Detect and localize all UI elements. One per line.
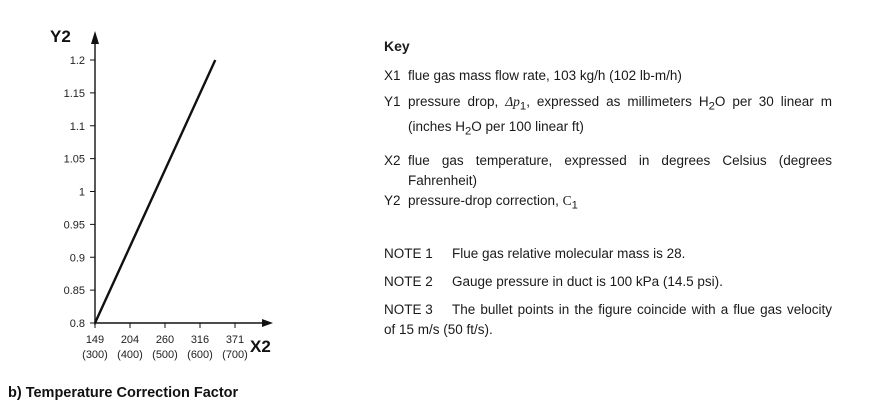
- y1-sub2: 2: [465, 125, 472, 138]
- key-entry-x2: [384, 151, 832, 191]
- x-tick-label: 371: [225, 334, 245, 346]
- y1-symbol: Δp: [505, 94, 520, 109]
- y2-symbol-sub: 1: [571, 200, 578, 213]
- note-1-label: NOTE 1: [384, 246, 433, 262]
- x-tick-label: 260: [155, 334, 175, 346]
- key-code-x2: X2: [384, 153, 401, 169]
- key-panel: [384, 36, 832, 348]
- y1-post1: O per 30 linear m (inches H: [408, 94, 833, 134]
- y1-symbol-sub: 1: [519, 100, 527, 113]
- x-tick-label: 204: [120, 334, 140, 346]
- note-3-label: NOTE 3: [384, 302, 433, 318]
- x-tick-sub-label: (600): [187, 349, 213, 361]
- x-axis-arrow: [262, 319, 273, 327]
- note-2: [384, 272, 832, 292]
- x-tick-sub-label: (300): [82, 349, 108, 361]
- key-desc-y2: [408, 191, 832, 216]
- key-desc-x1: flue gas mass flow rate, 103 kg/h (102 lb-m/h): [408, 68, 682, 83]
- y-tick-label: 1.05: [63, 153, 85, 166]
- y-tick-label: 0.9: [69, 252, 85, 265]
- note-3-text: The bullet points in the figure coincide with a flue gas velocity of 15 m/s (50 ft/s).: [384, 302, 832, 338]
- y1-post2: O per 100 linear ft): [471, 118, 584, 134]
- y-tick-label: 0.95: [63, 219, 85, 232]
- correction-line: [95, 60, 215, 323]
- note-3: [384, 300, 832, 340]
- key-desc-x2: flue gas temperature, expressed in degrees Celsius (degrees Fahrenheit): [408, 153, 832, 189]
- y-tick-label: 0.8: [69, 318, 85, 330]
- key-code-y2: Y2: [384, 193, 401, 209]
- key-title: Key: [384, 38, 410, 54]
- y1-sub1: 2: [708, 100, 715, 113]
- key-desc-y1: [408, 92, 832, 141]
- y-tick-label: 1: [78, 186, 85, 199]
- y1-mid: , expressed as millimeters H: [526, 94, 709, 109]
- y2-symbol: C: [562, 193, 572, 209]
- y-tick-label: 0.85: [63, 285, 85, 298]
- x-tick-sub-label: (400): [117, 349, 143, 361]
- key-entry-x1: [384, 66, 832, 86]
- y-axis-arrow: [91, 31, 99, 44]
- y-tick-label: 1.15: [63, 87, 85, 100]
- y2-text: pressure-drop correction,: [408, 193, 563, 209]
- y-tick-label: 1.1: [69, 120, 85, 133]
- chart-svg: [0, 0, 300, 380]
- figure-caption: b) Temperature Correction Factor: [8, 385, 239, 401]
- note-2-label: NOTE 2: [384, 274, 433, 290]
- key-entry-y2: [384, 191, 832, 216]
- x-axis-title: X2: [250, 337, 271, 356]
- y-tick-label: 1.2: [69, 55, 85, 67]
- note-1-text: Flue gas relative molecular mass is 28.: [452, 246, 686, 262]
- key-entry-y1: [384, 92, 832, 141]
- x-tick-label: 316: [190, 334, 210, 346]
- x-tick-sub-label: (700): [222, 349, 248, 361]
- note-2-text: Gauge pressure in duct is 100 kPa (14.5 psi).: [452, 274, 723, 290]
- key-code-y1: Y1: [384, 94, 401, 109]
- chart-area: [0, 0, 300, 380]
- note-1: [384, 244, 832, 264]
- key-code-x1: X1: [384, 68, 401, 83]
- notes: [384, 244, 832, 340]
- y1-pre: pressure drop,: [408, 94, 506, 109]
- x-tick-sub-label: (500): [152, 349, 178, 361]
- y-axis-title: Y2: [50, 27, 71, 46]
- x-tick-label: 149: [85, 334, 105, 346]
